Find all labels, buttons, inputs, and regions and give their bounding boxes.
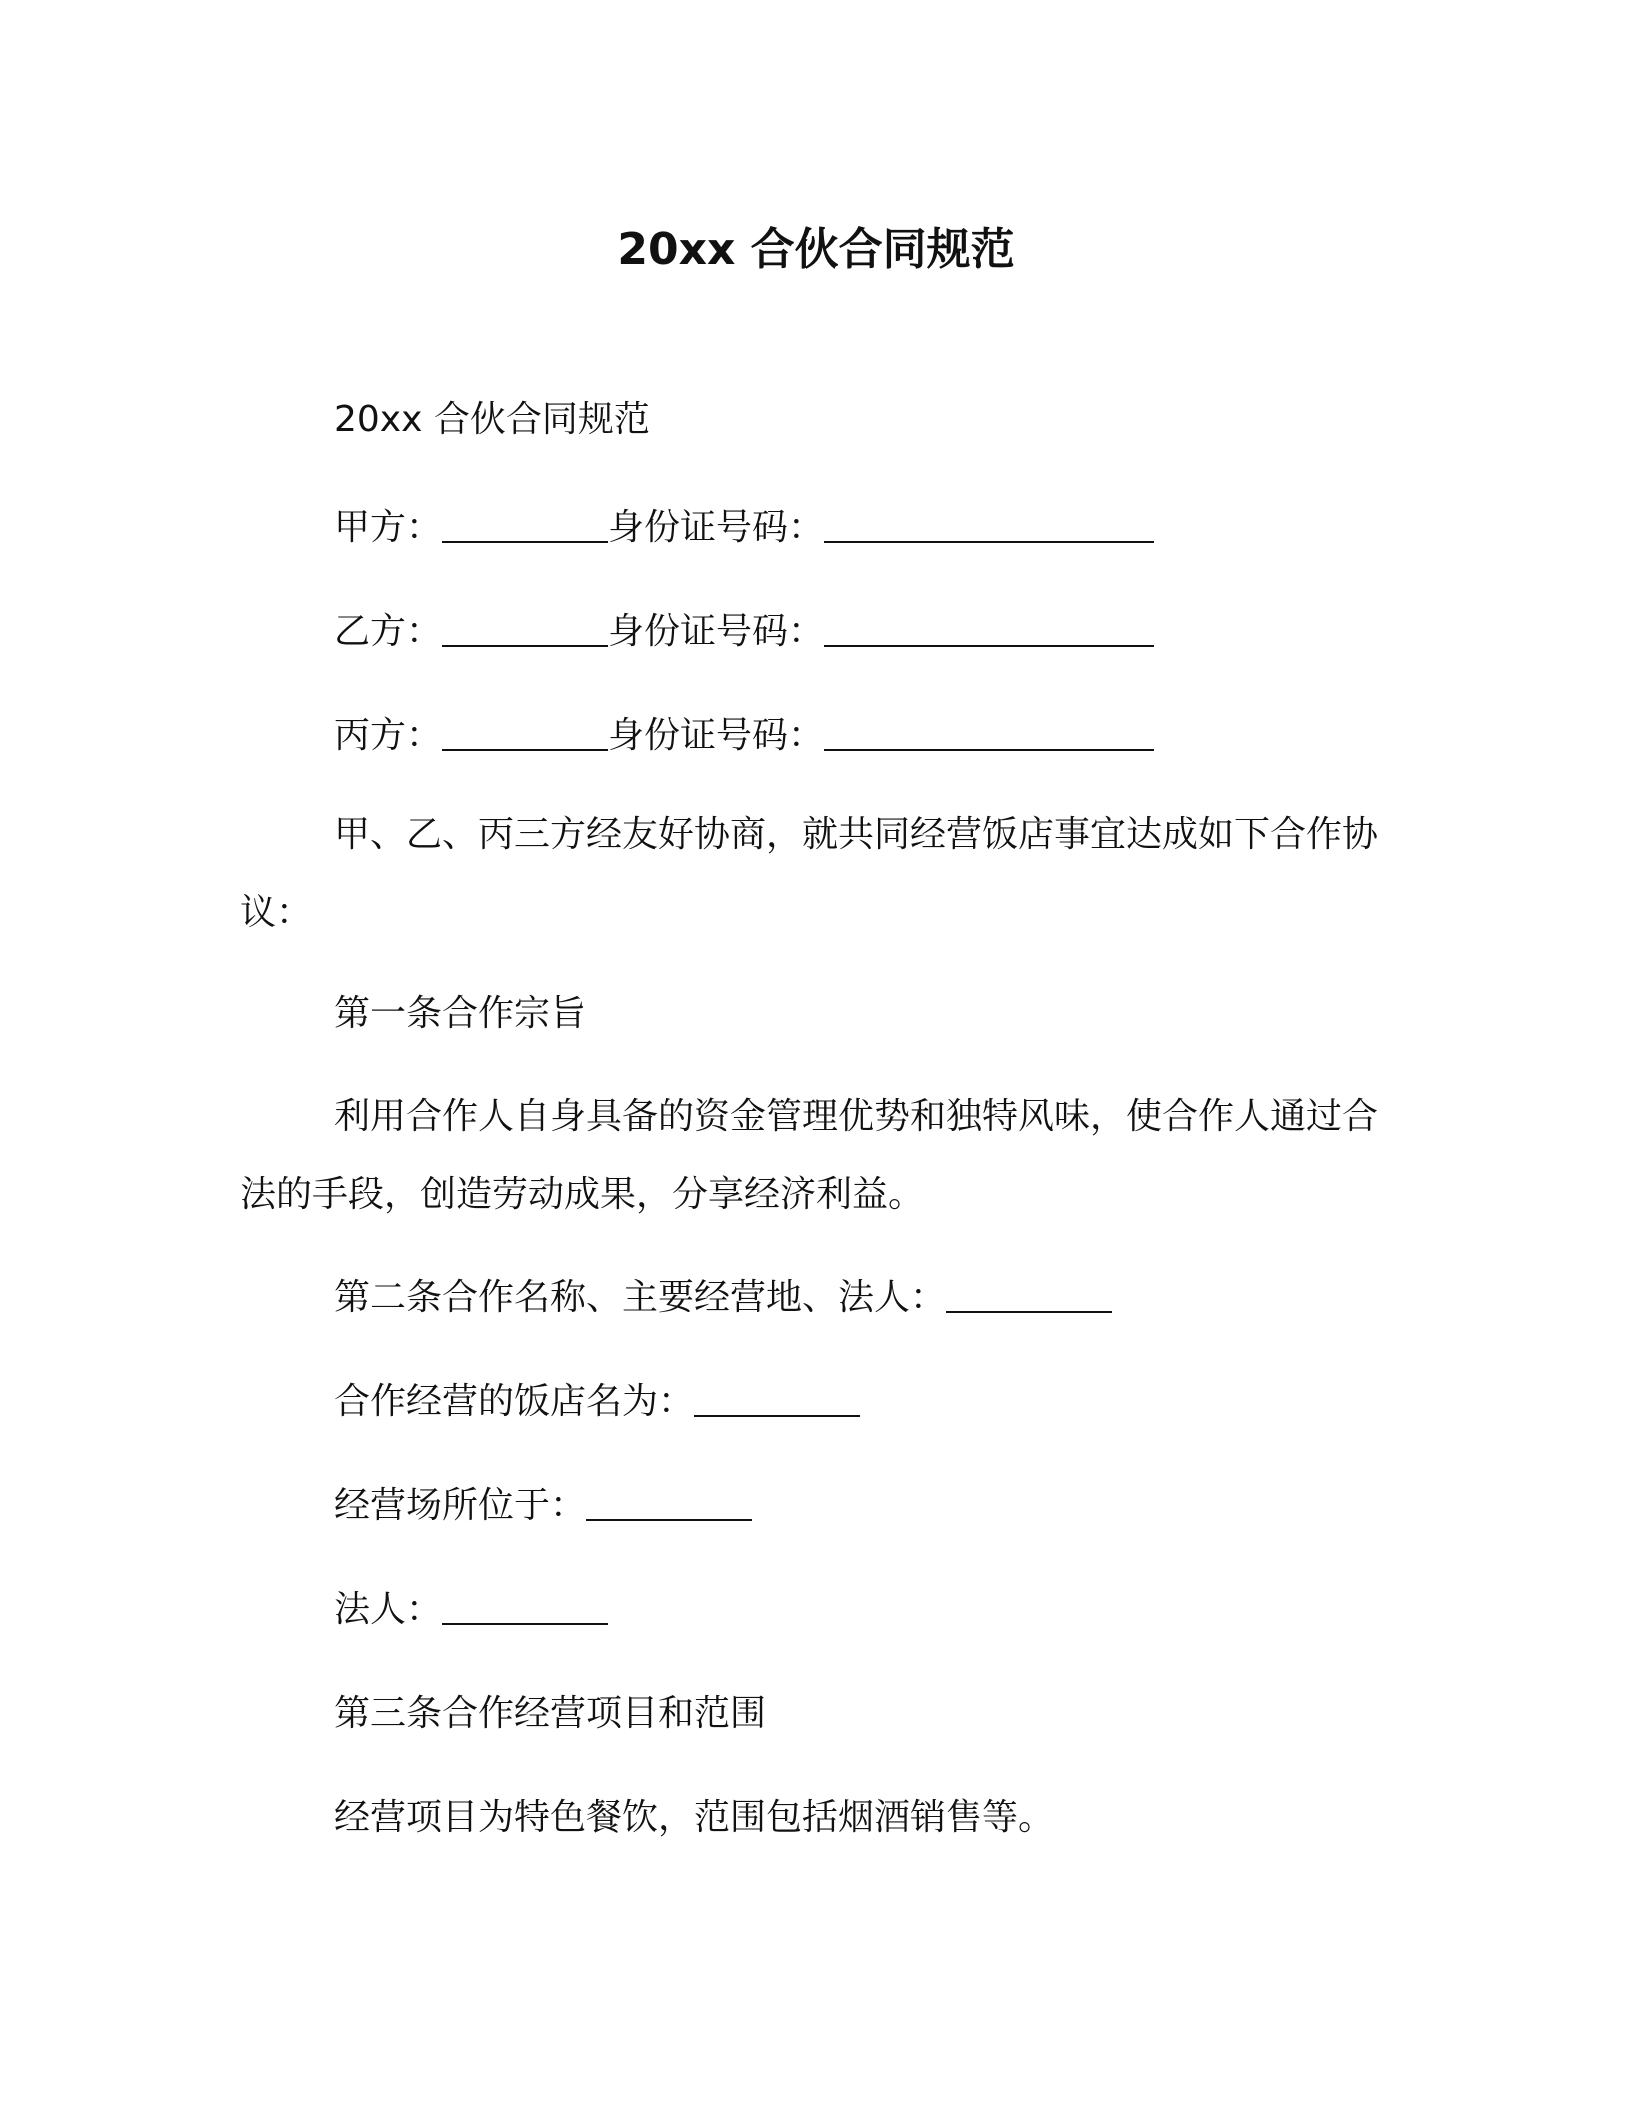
party-a-label: 甲方： xyxy=(334,507,443,548)
restaurant-name-blank xyxy=(694,1381,860,1417)
article-1-heading: 第一条合作宗旨 xyxy=(334,993,587,1034)
location-label: 经营场所位于： xyxy=(334,1485,587,1526)
party-c-name-blank xyxy=(442,715,608,751)
party-a-id-label: 身份证号码： xyxy=(608,507,825,548)
legal-person-blank xyxy=(442,1589,608,1625)
article-2-blank xyxy=(946,1277,1112,1313)
article-1-body: 利用合作人自身具备的资金管理优势和独特风味，使合作人通过合法的手段，创造劳动成果，分享经济利益。 xyxy=(240,1096,1379,1215)
party-c-id-label: 身份证号码： xyxy=(608,715,825,756)
location-blank xyxy=(586,1485,752,1521)
party-a-id-blank xyxy=(824,507,1154,543)
legal-person-label: 法人： xyxy=(334,1589,443,1630)
party-a-line xyxy=(334,506,1154,550)
party-a-name-blank xyxy=(442,507,608,543)
restaurant-name-label: 合作经营的饭店名为： xyxy=(334,1381,695,1422)
party-c-line xyxy=(334,714,1154,758)
party-b-line xyxy=(334,610,1154,654)
party-b-label: 乙方： xyxy=(334,611,443,652)
party-b-id-blank xyxy=(824,611,1154,647)
party-c-label: 丙方： xyxy=(334,715,443,756)
party-b-id-label: 身份证号码： xyxy=(608,611,825,652)
article-2-line xyxy=(334,1276,1112,1320)
location-line xyxy=(334,1484,752,1528)
article-3-heading: 第三条合作经营项目和范围 xyxy=(334,1693,767,1734)
legal-person-line xyxy=(334,1588,608,1632)
party-b-name-blank xyxy=(442,611,608,647)
document-subtitle: 20xx 合伙合同规范 xyxy=(334,399,650,440)
party-c-id-blank xyxy=(824,715,1154,751)
restaurant-name-line xyxy=(334,1380,860,1424)
document-title: 20xx 合伙合同规范 xyxy=(617,224,1015,275)
article-2-heading: 第二条合作名称、主要经营地、法人： xyxy=(334,1277,947,1318)
intro-paragraph: 甲、乙、丙三方经友好协商，就共同经营饭店事宜达成如下合作协议： xyxy=(240,814,1379,933)
article-3-body: 经营项目为特色餐饮，范围包括烟酒销售等。 xyxy=(334,1797,1055,1838)
